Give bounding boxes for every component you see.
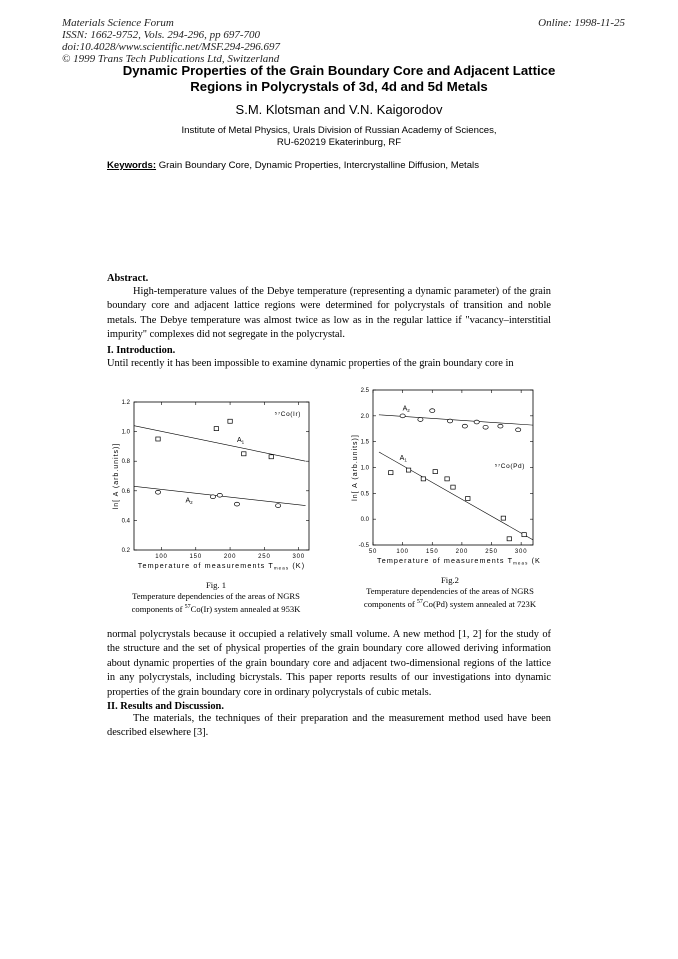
data-point-a1 [421, 477, 425, 481]
figure-2-caption-line-1: Temperature dependencies of the areas of NGRS [366, 586, 534, 596]
data-point-a2 [210, 495, 215, 499]
abstract-text: High-temperature values of the Debye temperature (representing a dynamic parameter) of the grain boundary core and adjacent lattice regions were determined for polycrystals of transition and noble metals. The Debye temperature was almost twice as low as in the regular lattice if "vacancy–interstitial impurity" complexes did not segregate in the polycrystal. [107, 286, 551, 341]
x-tick-label: 100 [155, 554, 168, 560]
y-tick-label: 0.0 [360, 517, 369, 524]
results-heading: II. Results and Discussion. [107, 701, 224, 712]
issn-line: ISSN: 1662-9752, Vols. 294-296, pp 697-700 [62, 29, 260, 41]
institution-line-2: RU-620219 Ekaterinburg, RF [276, 137, 402, 148]
x-tick-label: 200 [455, 549, 469, 555]
y-tick-label: 0.6 [121, 488, 130, 495]
authors: S.M. Klotsman and V.N. Kaigorodov [235, 102, 443, 117]
data-point-a1 [451, 485, 455, 489]
data-point-a2 [418, 418, 423, 422]
y-axis-label: ln[ A (arb.units)] [113, 442, 120, 510]
figure-1-caption [102, 580, 330, 615]
data-point-a1 [507, 537, 511, 541]
data-point-a2 [483, 425, 488, 429]
copyright-line: © 1999 Trans Tech Publications Ltd, Switzerland [62, 53, 280, 65]
x-axis-label: Temperature of measurements $T_{meas}$ (K) [137, 561, 306, 571]
data-point-a1 [389, 471, 393, 475]
figure-1-caption-title: Fig. 1 [205, 580, 227, 590]
y-tick-label: 1.2 [121, 400, 130, 406]
intro-text-2: normal polycrystals because it occupied a relatively small volume. A new method [1, 2] for the study of the structure and the set of physical properties of the grain boundary core allowed deriving information about dynamic properties of the grain boundary core and adjacent two-dimensional regions of the lattice in any polycrystals, including bicrystals. This paper reports results of our investigations into dynamic properties of the grain boundary core in ordinary polycrystals of cubic metals. [107, 629, 551, 698]
data-point-a1 [433, 470, 437, 474]
figure-1-chart [100, 388, 332, 573]
series-label-a2: $A_2$ [402, 405, 410, 414]
y-tick-label: 0.2 [121, 548, 130, 554]
data-point-a2 [462, 424, 467, 428]
data-point-a1 [466, 497, 470, 501]
figure-2-chart [336, 385, 558, 570]
abstract-heading: Abstract. [107, 273, 149, 284]
x-tick-label: 300 [292, 554, 305, 560]
data-point-a2 [430, 409, 435, 413]
figure-2-caption-line-2: components of $^{57}$Co(Pd) system annealed at 723K [363, 598, 537, 609]
data-point-a2 [498, 424, 503, 428]
y-tick-label: 2.5 [360, 388, 369, 394]
data-point-a2 [400, 414, 405, 418]
data-point-a2 [234, 502, 239, 506]
y-tick-label: 1.0 [121, 429, 130, 436]
data-point-a1 [214, 427, 218, 431]
data-point-a2 [217, 493, 222, 497]
data-point-a1 [406, 468, 410, 472]
data-point-a1 [228, 419, 232, 423]
results-text: The materials, the techniques of their preparation and the measurement method used have been described elsewhere [3]. [107, 713, 551, 739]
y-tick-label: 2.0 [360, 413, 369, 420]
x-tick-label: 50 [368, 549, 378, 555]
x-tick-label: 250 [485, 549, 498, 555]
institution-line-1: Institute of Metal Physics, Urals Division of Russian Academy of Sciences, [181, 125, 497, 136]
intro-text-1: Until recently it has been impossible to examine dynamic properties of the grain boundary core in [107, 358, 514, 369]
online-date: Online: 1998-11-25 [538, 17, 625, 29]
series-label-a1: $A_1$ [399, 454, 407, 463]
figure-1-caption-line-2: components of $^{57}$Co(Ir) system annealed at 953K [131, 603, 301, 614]
y-tick-label: 0.5 [360, 491, 369, 498]
x-tick-label: 300 [514, 549, 528, 555]
keywords-text: Grain Boundary Core, Dynamic Properties, Intercrystalline Diffusion, Metals [156, 160, 479, 171]
series-label-a2: $A_2$ [185, 497, 193, 506]
data-point-a2 [276, 504, 281, 508]
series-label-a1: $A_1$ [236, 436, 245, 445]
paper-title-line-2: Regions in Polycrystals of 3d, 4d and 5d Metals [190, 79, 488, 94]
figure-2-caption-title: Fig.2 [441, 575, 459, 585]
x-tick-label: 150 [426, 549, 439, 555]
keywords [107, 160, 479, 171]
keywords-label: Keywords: [107, 160, 157, 171]
data-point-a1 [269, 455, 273, 459]
data-point-a1 [242, 452, 246, 456]
x-axis-label: Temperature of measurements $T_{meas}$ (K [377, 556, 541, 566]
data-point-a1 [501, 516, 505, 520]
data-point-a2 [474, 420, 479, 424]
x-tick-label: 200 [223, 554, 237, 560]
y-axis-label: ln[ A (arb.units)] [352, 434, 359, 501]
paper-title-line-1: Dynamic Properties of the Grain Boundary Core and Adjacent Lattice [122, 63, 556, 78]
system-label: ⁵⁷Co(Pd) [494, 463, 525, 470]
data-point-a1 [522, 533, 526, 537]
x-tick-label: 150 [189, 554, 202, 560]
y-tick-label: 1.5 [360, 439, 369, 446]
figure-2-caption [350, 575, 550, 610]
data-point-a1 [156, 437, 160, 441]
data-point-a1 [445, 477, 449, 481]
data-point-a2 [447, 419, 452, 423]
y-tick-label: 1.0 [360, 465, 369, 472]
y-tick-label: -0.5 [358, 543, 369, 549]
figure-1-caption-line-1: Temperature dependencies of the areas of NGRS [132, 591, 300, 601]
data-point-a2 [155, 490, 160, 494]
x-tick-label: 100 [396, 549, 409, 555]
x-tick-label: 250 [258, 554, 271, 560]
y-tick-label: 0.4 [121, 518, 130, 525]
journal-name: Materials Science Forum [62, 17, 174, 29]
plot-frame [134, 402, 309, 550]
system-label: ⁵⁷Co(Ir) [274, 411, 301, 418]
doi-line[interactable]: doi:10.4028/www.scientific.net/MSF.294-296.697 [62, 41, 281, 53]
y-tick-label: 0.8 [121, 459, 130, 466]
intro-heading: I. Introduction. [107, 345, 176, 356]
fit-line-a1 [134, 426, 306, 462]
data-point-a2 [516, 428, 521, 432]
